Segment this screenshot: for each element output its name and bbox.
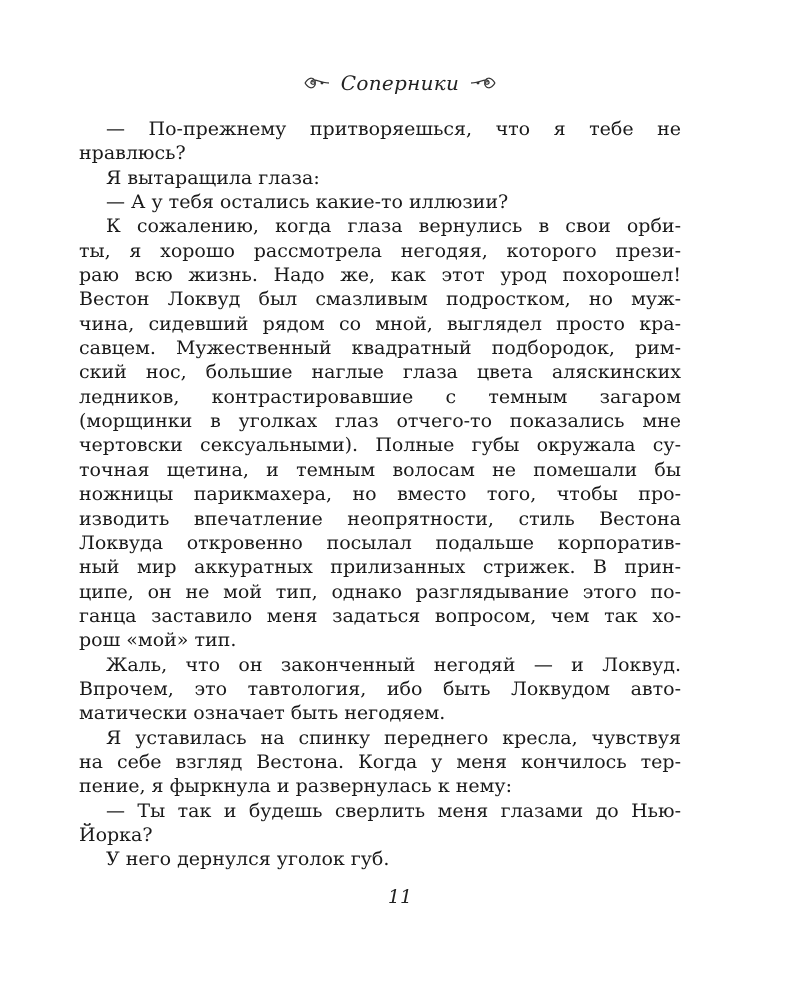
text-line: ский нос, большие наглые глаза цвета аляскинских [79,361,681,384]
text-line: чертовски сексуальными). Полные губы окружала су- [79,434,681,457]
text-line: рош «мой» тип. [79,629,237,652]
text-line: ты, я хорошо рассмотрела негодяя, которого прези- [79,239,681,262]
text-line: на себе взгляд Вестона. Когда у меня кончилось тер- [79,750,681,773]
text-line: — А у тебя остались какие-то иллюзии? [106,191,509,214]
text-line: пение, я фыркнула и развернулась к нему: [79,775,513,798]
text-line: Впрочем, это тавтология, ибо быть Локвудом авто- [79,677,681,700]
text-line: Жаль, что он законченный негодяй — и Локвуд. [106,653,681,676]
text-line: нравлюсь? [79,142,186,165]
text-line: точная щетина, и темным волосам не помешали бы [79,458,681,481]
text-line: К сожалению, когда глаза вернулись в свои орби- [106,215,681,238]
text-line: Йорка? [79,823,153,846]
running-header [0,66,800,100]
text-line: Вестон Локвуд был смазливым подростком, но муж- [79,288,681,311]
page-number: 11 [387,886,413,908]
text-line: — По-прежнему притворяешься, что я тебе не [106,118,681,140]
text-line: изводить впечатление неопрятности, стиль Вестона [79,507,681,530]
text-line: чина, сидевший рядом со мной, выглядел просто кра- [79,312,681,335]
text-line: савцем. Мужественный квадратный подбородок, рим- [79,337,681,360]
text-line: Локвуда откровенно посылал подальше корпоратив- [79,531,681,554]
text-line: матически означает быть негодяем. [79,702,446,725]
text-line: Я уставилась на спинку переднего кресла, чувствуя [106,726,681,749]
text-line: Я вытаращила глаза: [106,166,320,189]
left-flourish-icon [303,74,331,92]
text-line: раю всю жизнь. Надо же, как этот урод похорошел! [79,264,681,287]
text-line: ципе, он не мой тип, однако разглядывание этого по- [79,580,681,603]
text-line: ножницы парикмахера, но вместо того, чтобы про- [79,483,681,506]
text-line: ный мир аккуратных прилизанных стрижек. В прин- [79,556,681,579]
text-line: — Ты так и будешь сверлить меня глазами до Нью- [106,799,681,822]
right-flourish-icon [469,74,497,92]
text-line: (морщинки в уголках глаз отчего-то показались мне [79,410,681,433]
text-line: ганца заставило меня задаться вопросом, чем так хо- [79,604,681,627]
text-line: У него дернулся уголок губ. [106,848,390,871]
body-text [79,117,681,872]
chapter-title: Соперники [340,71,460,95]
running-header-inner [303,71,497,95]
text-line: ледников, контрастировавшие с темным загаром [79,385,681,408]
